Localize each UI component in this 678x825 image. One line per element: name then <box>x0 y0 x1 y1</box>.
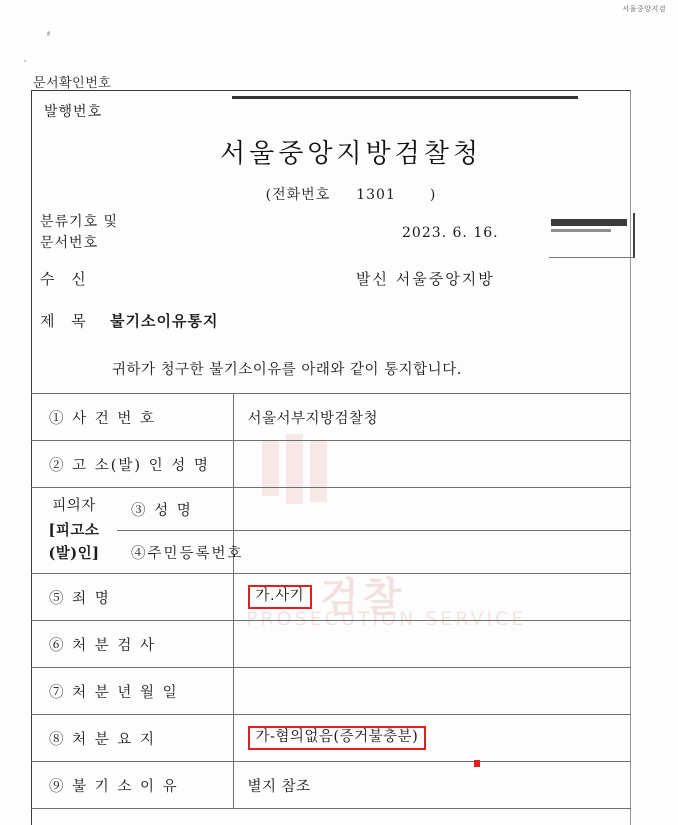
row-number-7: ⑦ <box>49 684 66 701</box>
table-row <box>31 574 631 621</box>
row-label-charge <box>31 574 233 621</box>
row-label-text-3: 성 명 <box>154 502 193 519</box>
row-label-complainant-name <box>31 441 233 488</box>
row-number-9: ⑨ <box>49 778 66 795</box>
row-label-text-8: 처 분 요 지 <box>72 731 156 748</box>
row-label-text-6: 처 분 검 사 <box>72 637 156 654</box>
row-label-resident-registration-number <box>117 531 244 574</box>
table-row <box>31 394 631 441</box>
suspect-label-line-1: 피의자 <box>52 497 96 514</box>
row-value-nonprosecution-reason: 별지 참조 <box>233 762 631 809</box>
row-label-disposition-prosecutor <box>31 621 233 668</box>
classification-line-1: 분류기호 및 <box>40 214 119 230</box>
row-value-disposition-summary-cell <box>233 715 631 762</box>
row-label-text-4: 주민등록번호 <box>147 545 244 562</box>
document-confirmation-number-label: 문서확인번호 <box>33 76 112 91</box>
subject-value: 불기소이유통지 <box>110 312 219 330</box>
notice-sentence: 귀하가 청구한 불기소이유를 아래와 같이 통지합니다. <box>112 362 462 378</box>
row-number-4: ④ <box>131 545 148 562</box>
table-row <box>31 621 631 668</box>
row-number-1: ① <box>49 410 66 427</box>
notification-table <box>31 393 631 809</box>
row-label-text-7: 처 분 년 월 일 <box>72 684 179 701</box>
red-mark <box>474 760 480 767</box>
phone-close-paren: ) <box>429 187 437 203</box>
row-value-resident-registration-number <box>233 531 631 574</box>
row-value-charge: 가.사기 <box>248 585 313 610</box>
row-label-text-5: 죄 명 <box>72 590 111 607</box>
classification-line-2: 문서번호 <box>40 235 99 251</box>
table-row <box>31 762 631 809</box>
row-label-text-2: 고 소(발) 인 성 명 <box>72 457 210 474</box>
row-number-2: ② <box>49 457 66 474</box>
row-label-text-9: 불 기 소 이 유 <box>72 778 179 795</box>
issue-date: 2023. 6. 16. <box>402 225 499 241</box>
row-number-5: ⑤ <box>49 590 66 607</box>
scan-artifact <box>46 31 51 37</box>
row-value-suspect-name <box>233 488 631 531</box>
row-number-6: ⑥ <box>49 637 66 654</box>
row-number-8: ⑧ <box>49 731 66 748</box>
row-value-case-number: 서울서부지방검찰청 <box>233 394 631 441</box>
corner-agency-stamp: 서울중앙지검 <box>622 5 666 13</box>
table-row <box>31 531 631 574</box>
row-label-disposition-date <box>31 668 233 715</box>
table-row <box>31 441 631 488</box>
watermark-sub-text: PROSECUTION SERVICE <box>246 608 527 630</box>
table-row <box>31 715 631 762</box>
title-rule <box>232 96 578 99</box>
row-value-disposition-summary: 가-혐의없음(증거불충분) <box>248 726 427 751</box>
recipient-label: 수 신 <box>40 270 92 288</box>
row-value-charge-cell <box>233 574 631 621</box>
row-label-suspect-name <box>117 488 233 531</box>
row-number-3: ③ <box>131 502 148 519</box>
sender-label: 발신 서울중앙지방 <box>356 270 495 288</box>
row-value-disposition-date <box>233 668 631 715</box>
phone-line <box>0 184 678 204</box>
row-value-complainant-name <box>233 441 631 488</box>
phone-number: 1301 <box>356 187 396 203</box>
scan-artifact <box>24 60 26 62</box>
table-row <box>31 488 631 531</box>
suspect-group-label <box>31 488 117 574</box>
watermark-main-text: 검찰 <box>320 575 406 621</box>
redaction-bar <box>551 219 627 226</box>
redacted-stamp-area <box>549 213 635 258</box>
suspect-label-line-2: [피고소(발)인] <box>48 521 100 563</box>
row-label-text-1: 사 건 번 호 <box>72 410 156 427</box>
subject-label: 제 목 <box>40 312 92 330</box>
table-row <box>31 668 631 715</box>
organization-title <box>0 133 678 170</box>
row-value-disposition-prosecutor <box>233 621 631 668</box>
organization-title-text: 서울중앙지방검찰청 <box>219 139 483 169</box>
row-label-case-number <box>31 394 233 441</box>
classification-number-label <box>40 212 118 254</box>
redaction-bar-secondary <box>551 229 611 232</box>
phone-label: (전화번호 <box>265 187 331 203</box>
row-label-nonprosecution-reason <box>31 762 233 809</box>
row-label-disposition-summary <box>31 715 233 762</box>
issue-number-label: 발행번호 <box>44 104 103 120</box>
